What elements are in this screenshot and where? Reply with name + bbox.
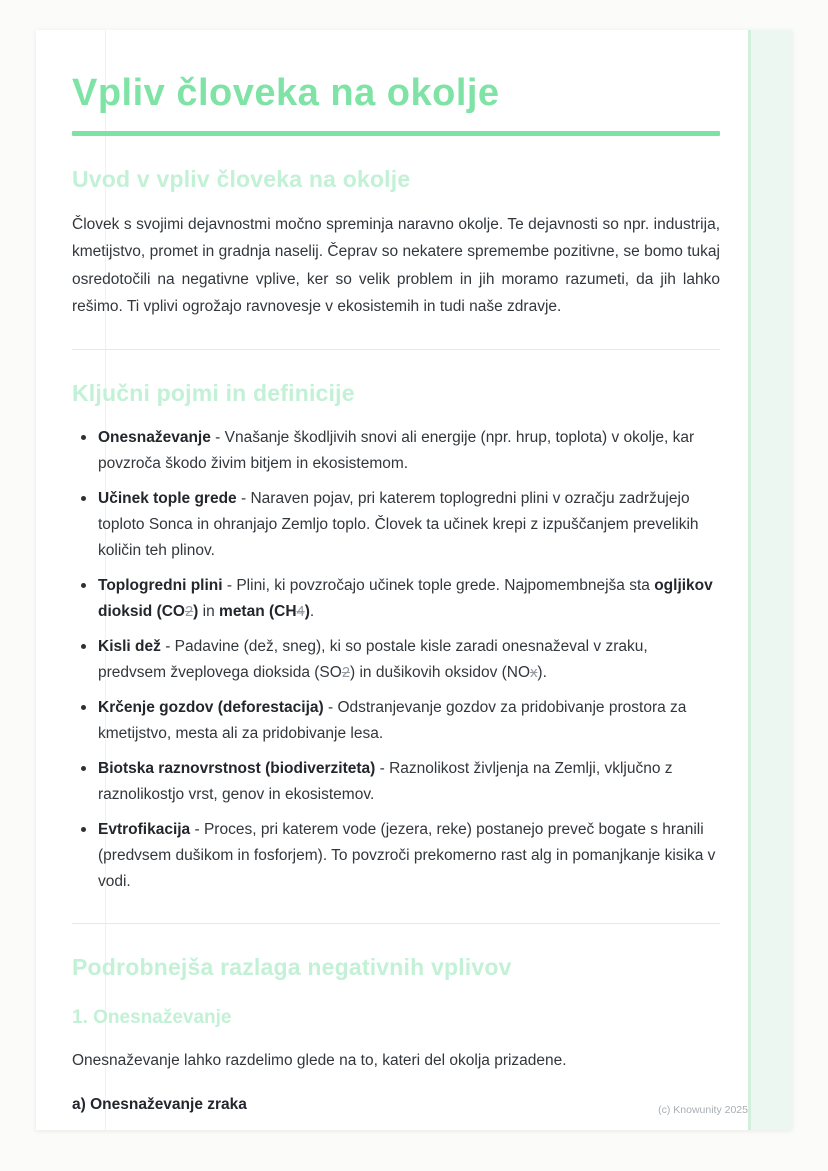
- details-heading: Podrobnejša razlaga negativnih vplivov: [72, 953, 512, 980]
- term-label: Kisli dež: [98, 637, 161, 655]
- term-item: [72, 817, 720, 895]
- term-definition: - Odstranjevanje gozdov za pridobivanje prostora za kmetijstvo, mesta ali za pridobivanje lesa.: [98, 698, 687, 742]
- term-label: Toplogredni plini: [98, 576, 223, 594]
- page-edge-strip: [748, 30, 792, 1130]
- term-item: [72, 695, 720, 747]
- term-definition: .: [309, 602, 315, 620]
- divider: [72, 923, 720, 924]
- term-label: Biotska raznovrstnost (biodiverziteta): [98, 759, 376, 777]
- term-label: Krčenje gozdov (deforestacija): [98, 698, 324, 716]
- page-content: [72, 30, 720, 1114]
- term-definition: in: [198, 602, 220, 620]
- term-definition: - Proces, pri katerem vode (jezera, reke) postanejo preveč bogate s hranili (predvsem dušikom in fosforjem). To povzroči prekomerno rast alg in pomanjkanje kisika v vodi.: [98, 820, 716, 890]
- page-title: Vpliv človeka na okolje: [72, 72, 500, 114]
- term-definition: - Raznolikost življenja na Zemlji, vključno z raznolikostjo vrst, genov in ekosistemov.: [98, 759, 673, 803]
- term-item: [72, 573, 720, 625]
- formula-subscript: 2: [341, 664, 351, 681]
- notes-page: [36, 30, 792, 1130]
- section-terms: [72, 380, 720, 895]
- term-definition: ).: [537, 663, 547, 681]
- section-intro: [72, 166, 720, 321]
- term-item: [72, 486, 720, 564]
- formula-subscript: 4: [296, 603, 305, 620]
- details-paragraph: Onesnaževanje lahko razdelimo glede na to, kateri del okolja prizadene.: [72, 1051, 567, 1069]
- copyright-footer: (c) Knowunity 2025: [658, 1104, 748, 1116]
- terms-list: [72, 425, 720, 895]
- title-underline: [72, 131, 720, 136]
- term-item: [72, 425, 720, 477]
- term-label: ogljikov dioksid (CO: [98, 576, 713, 620]
- divider: [72, 349, 720, 350]
- intro-paragraph: Človek s svojimi dejavnostmi močno spreminja naravno okolje. Te dejavnosti so npr. industrija, kmetijstvo, promet in gradnja naselij. Čeprav so nekatere spremembe pozitivne, se bomo tukaj osredotočili na negativne vplive, ker so velik problem in jih moramo razumeti, da jih lahko rešimo. Ti vplivi ogrožajo ravnovesje v ekosistemih in tudi naše zdravje.: [72, 215, 720, 316]
- term-label: Učinek tople grede: [98, 489, 237, 507]
- term-definition: - Plini, ki povzročajo učinek tople grede. Najpomembnejša sta: [222, 576, 655, 594]
- term-label: metan (CH: [219, 602, 297, 620]
- subsection-heading: 1. Onesnaževanje: [72, 1006, 232, 1028]
- term-item: [72, 756, 720, 808]
- term-label: Evtrofikacija: [98, 820, 191, 838]
- formula-subscript: 2: [184, 603, 194, 620]
- term-definition: ) in dušikovih oksidov (NO: [350, 663, 531, 681]
- intro-heading: Uvod v vpliv človeka na okolje: [72, 165, 411, 192]
- section-details: [72, 954, 720, 1115]
- formula-subscript: x: [530, 664, 538, 681]
- details-subpoint: a) Onesnaževanje zraka: [72, 1096, 247, 1114]
- term-definition: - Naraven pojav, pri katerem toplogredni plini v ozračju zadržujejo toploto Sonca in ohranjajo Zemljo toplo. Človek ta učinek krepi z izpuščanjem prevelikih količin teh plinov.: [98, 489, 699, 559]
- term-label: ): [304, 602, 310, 620]
- term-definition: - Padavine (dež, sneg), ki so postale kisle zaradi onesnaževal v zraku, predvsem žveplovega dioksida (SO: [98, 637, 648, 681]
- term-label: Onesnaževanje: [98, 428, 211, 446]
- term-label: ): [193, 602, 199, 620]
- term-item: [72, 634, 720, 686]
- term-definition: - Vnašanje škodljivih snovi ali energije (npr. hrup, toplota) v okolje, kar povzroča škodo živim bitjem in ekosistemom.: [98, 428, 695, 472]
- terms-heading: Ključni pojmi in definicije: [72, 379, 355, 406]
